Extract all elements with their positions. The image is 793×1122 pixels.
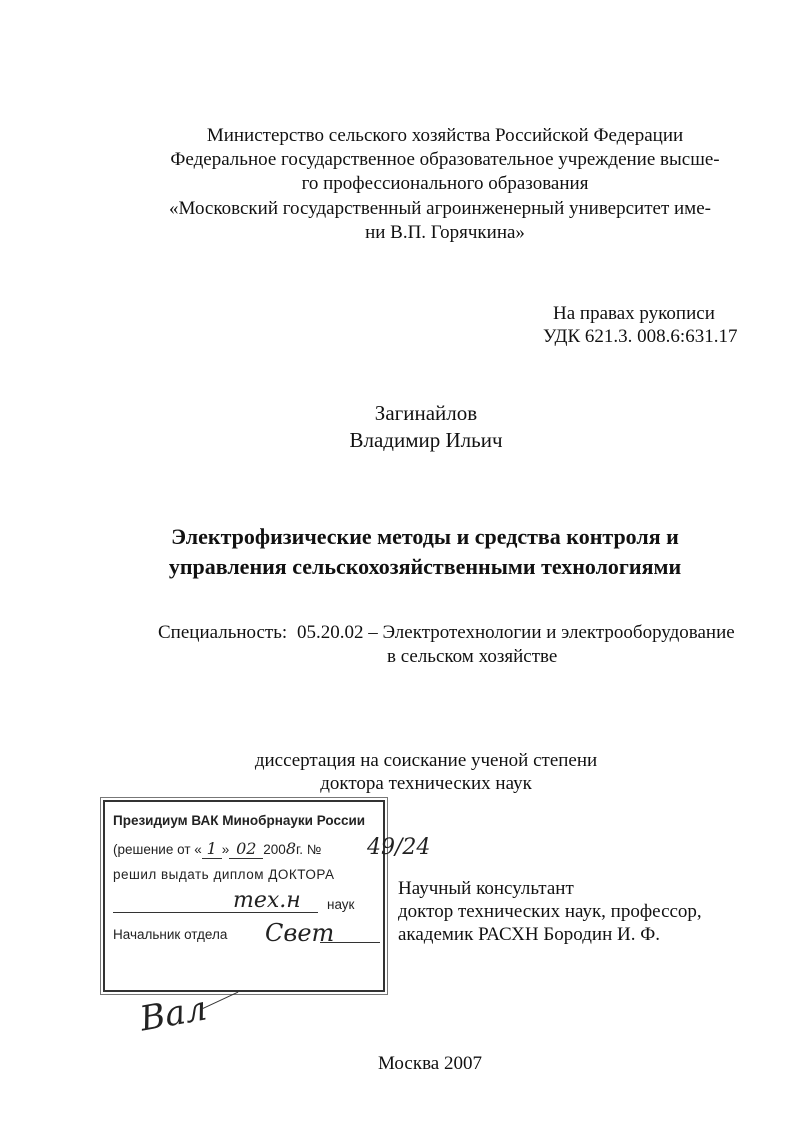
stamp-text: » xyxy=(221,842,230,857)
dissertation-title: Электрофизические методы и средства контроля и xyxy=(171,524,679,549)
stamp-month: 02 xyxy=(229,840,263,859)
specialty-label: Специальность: xyxy=(158,622,288,643)
header-line: Федеральное государственное образовательное учреждение высше- xyxy=(170,149,720,170)
consultant-line: академик РАСХН Бородин И. Ф. xyxy=(398,924,660,945)
stamp-field: тех.н xyxy=(233,888,301,913)
city-year: Москва 2007 xyxy=(378,1053,482,1074)
stamp-day: 1 xyxy=(202,840,222,859)
consultant-line: доктор технических наук, профессор, xyxy=(398,901,702,922)
header-line: Министерство сельского хозяйства Российской Федерации xyxy=(206,125,684,146)
header-line: го профессионального образования xyxy=(301,173,589,194)
stamp-text: 200 xyxy=(263,842,286,857)
specialty-value: 05.20.02 – Электротехнологии и электрооборудование xyxy=(297,622,735,643)
stamp-text: решил выдать диплом ДОКТОРА xyxy=(113,867,335,882)
consultant-line: Научный консультант xyxy=(398,878,574,899)
stamp-year: 8 xyxy=(285,839,296,858)
author-surname: Загинайлов xyxy=(374,401,478,425)
vak-stamp xyxy=(103,800,431,992)
stamp-text: наук xyxy=(327,897,355,912)
author-name: Владимир Ильич xyxy=(349,428,503,452)
stamp-text: (решение от « xyxy=(113,842,202,857)
header-line: ни В.П. Горячкина» xyxy=(365,222,525,243)
stamp-text: Президиум ВАК Минобрнауки России xyxy=(113,813,366,828)
specialty-value: в сельском хозяйстве xyxy=(387,646,558,667)
degree-line: доктора технических наук xyxy=(320,773,532,794)
dissertation-title: управления сельскохозяйственными технологиями xyxy=(168,554,682,579)
stamp-number: 49/24 xyxy=(367,835,431,860)
stamp-signature: Свет xyxy=(265,919,335,947)
udk-code: УДК 621.3. 008.6:631.17 xyxy=(543,326,738,347)
handwritten-signature: Вал xyxy=(137,988,210,1040)
header-line: «Московский государственный агроинженерный университет име- xyxy=(169,198,711,219)
stamp-text: г. № xyxy=(296,842,322,857)
stamp-text: Начальник отдела xyxy=(113,927,228,942)
rights-note: На правах рукописи xyxy=(553,303,715,324)
degree-line: диссертация на соискание ученой степени xyxy=(254,750,598,771)
